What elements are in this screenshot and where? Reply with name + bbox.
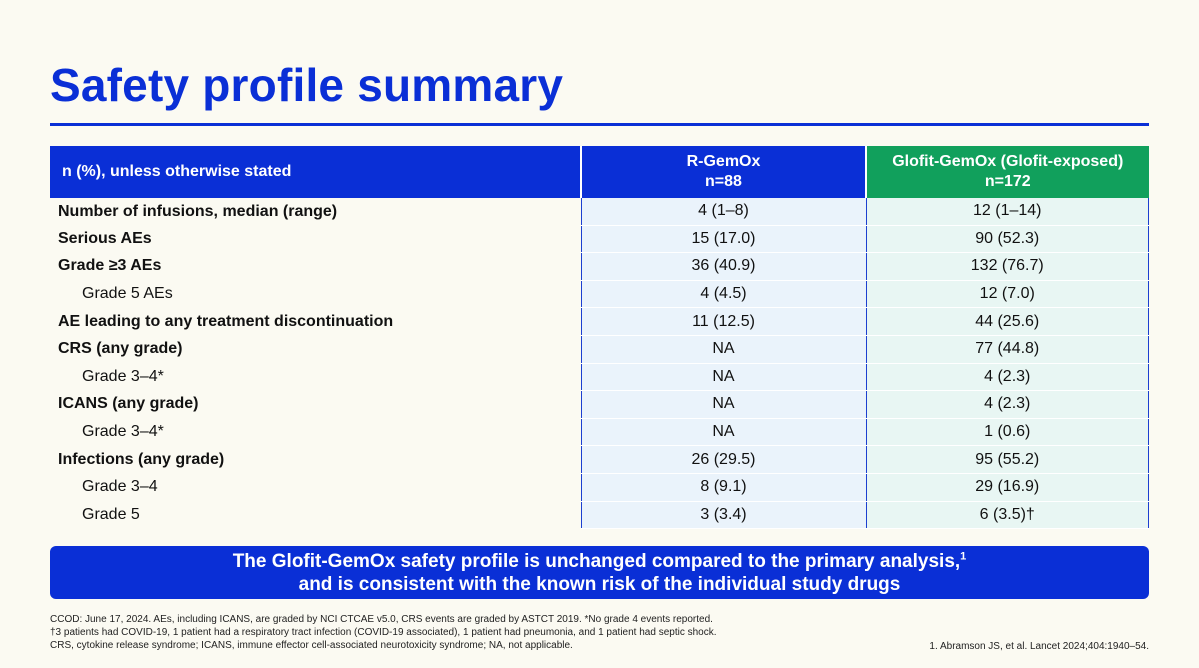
- banner-citation-marker: 1: [960, 550, 967, 563]
- table-row: [50, 473, 1149, 501]
- key-message-banner: [50, 546, 1149, 599]
- row-label: Grade 5: [82, 505, 140, 523]
- slide-title: Safety profile summary: [50, 59, 564, 111]
- table-row: [50, 308, 1149, 336]
- glofit-gemox-value: 29 (16.9): [866, 473, 1149, 501]
- table-row: [50, 198, 1149, 225]
- banner-line-1-text: The Glofit-GemOx safety profile is unchanged compared to the primary analysis,: [232, 550, 961, 572]
- row-label: Serious AEs: [58, 229, 152, 247]
- table-row: [50, 418, 1149, 446]
- reference: 1. Abramson JS, et al. Lancet 2024;404:1940–54.: [929, 641, 1149, 652]
- glofit-gemox-value: 90 (52.3): [866, 225, 1149, 253]
- row-label: Grade 3–4*: [82, 367, 164, 385]
- r-gemox-value: NA: [581, 363, 866, 391]
- glofit-gemox-value: 44 (25.6): [866, 308, 1149, 336]
- glofit-gemox-value: 12 (7.0): [866, 280, 1149, 308]
- table-row: [50, 335, 1149, 363]
- table-row: [50, 280, 1149, 308]
- row-label: AE leading to any treatment discontinuation: [58, 312, 394, 330]
- banner-line-1: [50, 550, 1149, 573]
- r-gemox-value: 4 (1–8): [581, 198, 866, 225]
- glofit-gemox-value: 4 (2.3): [866, 391, 1149, 419]
- row-label: Number of infusions, median (range): [58, 202, 338, 220]
- glofit-gemox-value: 6 (3.5)†: [866, 501, 1149, 529]
- r-gemox-value: 11 (12.5): [581, 308, 866, 336]
- footnotes: [50, 613, 850, 652]
- footnote: †3 patients had COVID-19, 1 patient had a respiratory tract infection (COVID-19 associated), 1 patient had pneumonia, and 1 patient had septic shock.: [50, 627, 717, 638]
- row-label: Grade 3–4: [82, 478, 158, 496]
- table-row: [50, 446, 1149, 474]
- glofit-gemox-value: 1 (0.6): [866, 418, 1149, 446]
- r-gemox-value: 4 (4.5): [581, 280, 866, 308]
- r-gemox-value: 15 (17.0): [581, 225, 866, 253]
- glofit-gemox-value: 4 (2.3): [866, 363, 1149, 391]
- r-gemox-header: [581, 146, 866, 198]
- row-label: ICANS (any grade): [58, 395, 199, 413]
- footnote: CRS, cytokine release syndrome; ICANS, immune effector cell-associated neurotoxicity syndrome; NA, not applicable.: [50, 640, 573, 651]
- glofit-gemox-value: 77 (44.8): [866, 335, 1149, 363]
- glofit-gemox-value: 12 (1–14): [866, 198, 1149, 225]
- glofit-gemox-header-n: n=172: [984, 173, 1031, 190]
- glofit-gemox-value: 95 (55.2): [866, 446, 1149, 474]
- r-gemox-value: NA: [581, 335, 866, 363]
- row-label: Grade ≥3 AEs: [58, 257, 162, 275]
- row-label: Grade 3–4*: [82, 423, 164, 441]
- row-label: CRS (any grade): [58, 340, 183, 358]
- stub-header: n (%), unless otherwise stated: [50, 146, 581, 198]
- safety-table: [50, 146, 1149, 529]
- table-row: [50, 225, 1149, 253]
- r-gemox-value: NA: [581, 418, 866, 446]
- r-gemox-value: 8 (9.1): [581, 473, 866, 501]
- r-gemox-header-name: R-GemOx: [686, 153, 761, 170]
- r-gemox-value: 26 (29.5): [581, 446, 866, 474]
- row-label: Grade 5 AEs: [82, 285, 173, 303]
- table-row: [50, 391, 1149, 419]
- glofit-gemox-value: 132 (76.7): [866, 253, 1149, 281]
- r-gemox-header-n: n=88: [705, 173, 742, 190]
- r-gemox-value: NA: [581, 391, 866, 419]
- table-row: [50, 501, 1149, 529]
- row-label: Infections (any grade): [58, 450, 225, 468]
- title-divider: [50, 123, 1149, 126]
- table-row: [50, 253, 1149, 281]
- glofit-gemox-header: [866, 146, 1149, 198]
- table-row: [50, 363, 1149, 391]
- table-header-row: [50, 146, 1149, 198]
- r-gemox-value: 36 (40.9): [581, 253, 866, 281]
- r-gemox-value: 3 (3.4): [581, 501, 866, 529]
- footnote: CCOD: June 17, 2024. AEs, including ICANS, are graded by NCI CTCAE v5.0, CRS events are graded by ASTCT 2019. *No grade 4 events reported.: [50, 614, 713, 625]
- glofit-gemox-header-name: Glofit-GemOx (Glofit-exposed): [892, 153, 1124, 170]
- banner-line-2: and is consistent with the known risk of the individual study drugs: [298, 573, 901, 595]
